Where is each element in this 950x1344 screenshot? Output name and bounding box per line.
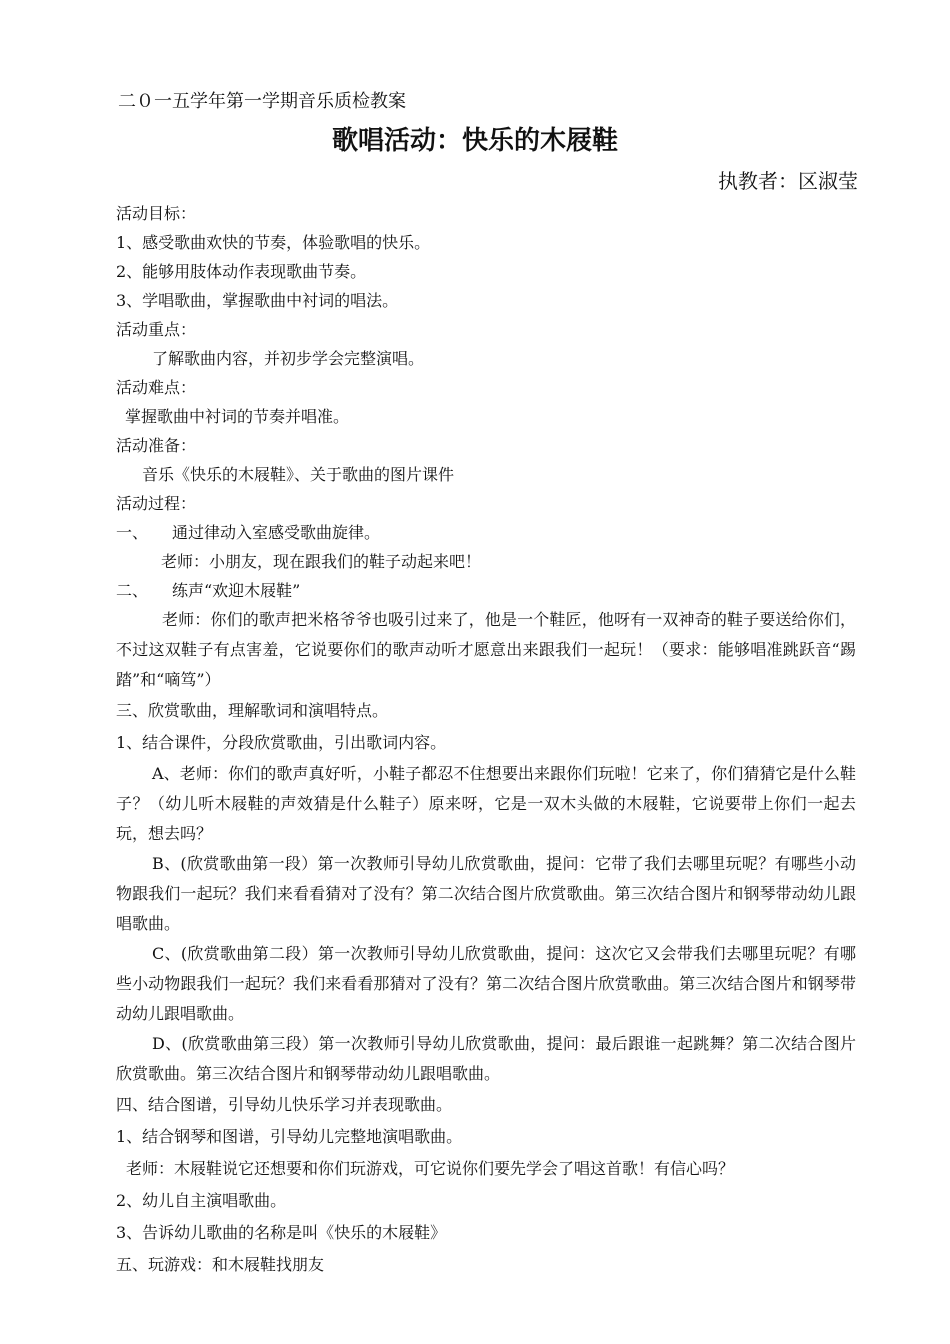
focus-text: 了解歌曲内容，并初步学会完整演唱。 bbox=[152, 349, 425, 368]
goal-item: 3、学唱歌曲，掌握歌曲中衬词的唱法。 bbox=[116, 291, 399, 310]
step-3-c-paragraph: C、(欣赏歌曲第二段）第一次教师引导幼儿欣赏歌曲，提问：这次它又会带我们去哪里玩呢？有哪些小动物跟我们一起玩？我们来看看那猜对了没有？第二次结合图片欣赏歌曲。第三次结合图片和钢琴带动幼儿跟唱歌曲。 bbox=[116, 944, 856, 1023]
semester-line: 二０一五学年第一学期音乐质检教案 bbox=[118, 91, 406, 112]
focus-heading: 活动重点： bbox=[116, 320, 197, 339]
teacher-paragraph: 老师：你们的歌声把米格爷爷也吸引过来了，他是一个鞋匠，他呀有一双神奇的鞋子要送给你们，不过这双鞋子有点害羞，它说要你们的歌声动听才愿意出来跟我们一起玩！（要求：能够唱准跳跃音“踢踏”和“嘀笃”） bbox=[116, 610, 856, 689]
goal-item: 2、能够用肢体动作表现歌曲节奏。 bbox=[116, 262, 367, 281]
difficulty-heading: 活动难点： bbox=[116, 378, 197, 397]
step-text: 练声“欢迎木屐鞋” bbox=[172, 581, 301, 600]
step-3-a-paragraph: A、老师：你们的歌声真好听，小鞋子都忍不住想要出来跟你们玩啦！它来了，你们猜猜它是什么鞋子？（幼儿听木屐鞋的声效猜是什么鞋子）原来呀，它是一双木头做的木屐鞋，它说要带上你们一起去玩，想去吗？ bbox=[116, 764, 856, 843]
step-4-heading: 四、结合图谱，引导幼儿快乐学习并表现歌曲。 bbox=[116, 1095, 453, 1114]
goal-item: 1、感受歌曲欢快的节奏，体验歌唱的快乐。 bbox=[116, 233, 431, 252]
process-step-1 bbox=[116, 518, 856, 547]
document-body bbox=[116, 199, 856, 1281]
step-4-sub-2: 2、幼儿自主演唱歌曲。 bbox=[116, 1191, 287, 1210]
step-3-heading: 三、欣赏歌曲，理解歌词和演唱特点。 bbox=[116, 701, 389, 720]
step-4-sub-3: 3、告诉幼儿歌曲的名称是叫《快乐的木屐鞋》 bbox=[116, 1223, 447, 1242]
step-3-sub-1: 1、结合课件，分段欣赏歌曲，引出歌词内容。 bbox=[116, 733, 447, 752]
prep-heading: 活动准备： bbox=[116, 436, 197, 455]
step-5-heading: 五、玩游戏：和木屐鞋找朋友 bbox=[116, 1255, 325, 1274]
teacher-line: 老师：小朋友，现在跟我们的鞋子动起来吧！ bbox=[161, 552, 482, 571]
process-heading: 活动过程： bbox=[116, 494, 197, 513]
process-step-2 bbox=[116, 576, 856, 605]
step-3-b-paragraph: B、(欣赏歌曲第一段）第一次教师引导幼儿欣赏歌曲，提问：它带了我们去哪里玩呢？有哪些小动物跟我们一起玩？我们来看看猜对了没有？第二次结合图片欣赏歌曲。第三次结合图片和钢琴带动幼儿跟唱歌曲。 bbox=[116, 854, 856, 933]
prep-text: 音乐《快乐的木屐鞋》、关于歌曲的图片课件 bbox=[142, 465, 455, 484]
step-3-d-paragraph: D、(欣赏歌曲第三段）第一次教师引导幼儿欣赏歌曲，提问：最后跟谁一起跳舞？第二次结合图片欣赏歌曲。第三次结合图片和钢琴带动幼儿跟唱歌曲。 bbox=[116, 1034, 856, 1083]
page-title: 歌唱活动：快乐的木屐鞋 bbox=[331, 126, 618, 156]
teacher-line: 老师：木屐鞋说它还想要和你们玩游戏，可它说你们要先学会了唱这首歌！有信心吗？ bbox=[126, 1159, 735, 1178]
difficulty-text: 掌握歌曲中衬词的节奏并唱准。 bbox=[125, 407, 350, 426]
goals-heading: 活动目标： bbox=[116, 204, 197, 223]
author-line: 执教者：区淑莹 bbox=[718, 169, 858, 193]
step-4-sub-1: 1、结合钢琴和图谱，引导幼儿完整地演唱歌曲。 bbox=[116, 1127, 463, 1146]
step-text: 通过律动入室感受歌曲旋律。 bbox=[172, 523, 381, 542]
step-number: 二、 bbox=[116, 581, 149, 600]
step-number: 一、 bbox=[116, 523, 149, 542]
